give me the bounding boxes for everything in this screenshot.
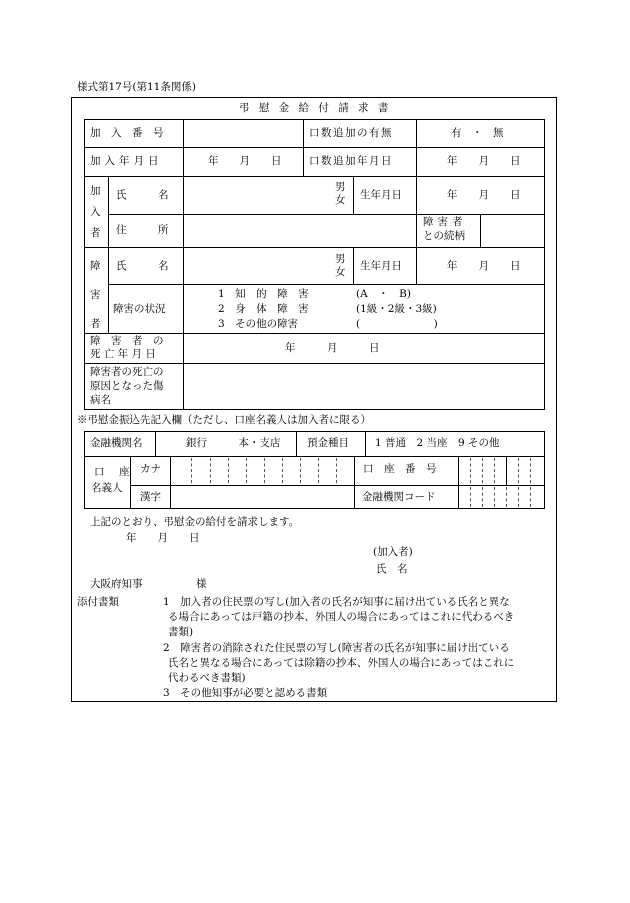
death-date-label-2: 死 亡 年 月 日 [90,348,156,360]
attachment-3: 3 その他知事が必要と認める書類 [163,687,328,699]
subscriber-sex-male[interactable]: 男 [335,181,346,193]
cause-field[interactable] [186,366,542,407]
condition-option-3[interactable]: 3 その他の障害 [218,318,299,330]
form-title: 弔 慰 金 給 付 請 求 書 [239,102,392,114]
addressee: 大阪府知事 [90,578,143,590]
condition-grade-3[interactable]: ( ) [356,318,438,330]
form-number: 様式第17号(第11条関係) [77,81,196,93]
condition-option-1[interactable]: 1 知 的 障 害 [218,288,309,300]
disabled-birth-label: 生年月日 [360,260,402,272]
relation-label-2: との続柄 [423,230,465,242]
member-number-label: 加 入 番 号 [90,127,164,139]
request-text: 上記のとおり、弔慰金の給付を請求します。 [90,516,300,528]
disabled-sex-female[interactable]: 女 [335,266,346,278]
join-date-value[interactable]: 年 月 日 [208,155,282,167]
cause-label-2: 原因となった傷 [90,380,164,392]
kana-label: カナ [140,463,161,475]
institution-value[interactable]: 銀行 本・支店 [186,437,281,449]
death-date-value[interactable]: 年 月 日 [285,342,380,354]
subscriber-group-label: 加入者 [90,185,101,239]
attachment-1-line-1: 1 加入者の住民票の写し(加入者の氏名が知事に届け出ている氏名と異な [163,596,510,608]
deposit-type-label: 預金種目 [307,437,349,449]
relation-label-1: 障害者 [423,216,467,228]
additional-count-label: 口数追加の有無 [309,127,393,139]
added-date-label: 口数追加年月日 [309,155,393,167]
account-number-label: 口 座 番 号 [363,463,437,475]
additional-count-value[interactable]: 有 ・ 無 [451,127,504,139]
kanji-label: 漢字 [140,491,161,503]
death-date-label-1: 障 害 者 の [90,335,164,347]
subscriber-birth-label: 生年月日 [360,189,402,201]
subscriber-name-label: 氏 名 [116,189,169,201]
applicant-name-label: 氏 名 [376,563,408,575]
attachment-2-line-3: 代わるべき書類) [168,672,246,684]
condition-option-2[interactable]: 2 身 体 障 害 [218,303,309,315]
join-date-label: 加入年月日 [90,155,163,167]
attachments-label: 添付書類 [77,596,119,608]
request-date[interactable]: 年 月 日 [126,532,200,544]
subscriber-birth-value[interactable]: 年 月 日 [447,189,521,201]
honorific: 様 [196,578,207,590]
disabled-birth-value[interactable]: 年 月 日 [447,260,521,272]
condition-grade-2[interactable]: (1級・2級・3級) [356,303,437,315]
holder-label-2: 名義人 [91,482,123,494]
subscriber-sex-female[interactable]: 女 [335,194,346,206]
applicant-role: (加入者) [373,546,413,558]
cause-label-1: 障害者の死亡の [90,366,164,378]
attachment-1-line-3: 書類) [168,626,194,638]
disabled-group-label: 障害者 [90,260,101,330]
attachment-2-line-2: 氏名と異なる場合にあっては除籍の抄本、外国人の場合にあってはこれに [168,657,515,669]
disabled-name-label: 氏 名 [116,260,169,272]
deposit-type-value[interactable]: 1 普通 2 当座 9 その他 [375,437,500,449]
member-number-field[interactable] [186,122,300,144]
address-label: 住 所 [116,224,169,236]
holder-label-1: 口 座 [94,466,132,478]
cause-label-3: 病名 [90,394,111,406]
disabled-sex-male[interactable]: 男 [335,253,346,265]
condition-label: 障害の状況 [113,303,166,315]
institution-label: 金融機関名 [90,437,143,449]
bank-section-title: ※弔慰金振込先記入欄（ただし、口座名義人は加入者に限る） [77,414,371,426]
added-date-value[interactable]: 年 月 日 [447,155,521,167]
condition-grade-1[interactable]: (A ・ B) [356,288,411,300]
attachment-1-line-2: る場合にあっては戸籍の抄本、外国人の場合にあってはこれに代わるべき [168,611,515,623]
attachment-2-line-1: 2 障害者の消除された住民票の写し(障害者の氏名が知事に届け出ている [163,642,510,654]
institution-code-label: 金融機関コード [362,491,436,503]
